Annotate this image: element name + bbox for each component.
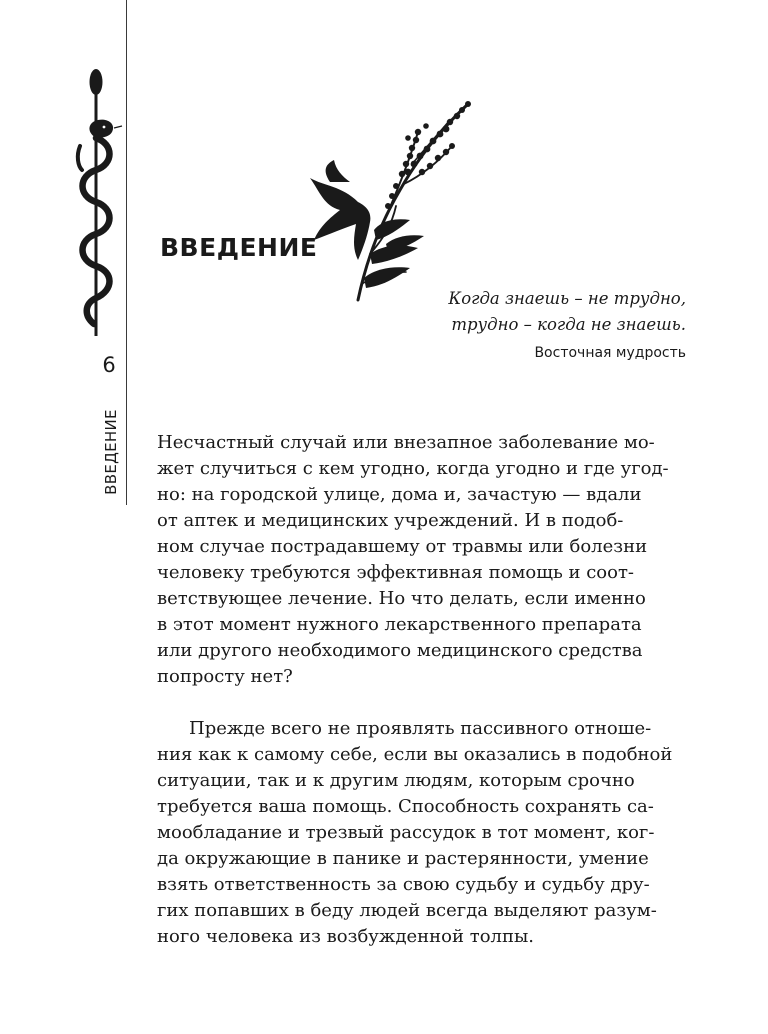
rod-of-asclepius-icon: [74, 66, 124, 342]
epigraph-line-1: Когда знаешь – не трудно,: [448, 289, 686, 308]
running-head: ВВЕДЕНИЕ: [102, 409, 120, 495]
epigraph-line-2: трудно – когда не знаешь.: [451, 315, 686, 334]
body-text: [157, 404, 685, 976]
epigraph-source: Восточная мудрость: [534, 345, 686, 361]
body-paragraph-1: Несчастный случай или внезапное заболевание мо- жет случиться с кем угодно, когда угодно и где угод- но: на городской улице, дома и, зачастую — вдали от аптек и медицинских учреждений. И в подоб- ном случае пострадавшему от травмы или болезни человеку требуются эффективная помощь и соот- ветствующее лечение. Но что делать, если именно в этот момент нужного лекарственного препарата или другого необходимого медицинского средства попросту нет?: [157, 432, 669, 687]
body-paragraph-2: Прежде всего не проявлять пассивного отноше- ния как к самому себе, если вы оказались в подобной ситуации, так и к другим людям, которым срочно требуется ваша помощь. Способность сохранять са- мообладание и трезвый рассудок в тот момент, ког- да окружающие в панике и растерянности, умение взять ответственность за свою судьбу и судьбу дру- гих попавших в беду людей всегда выделяют разум- ного человека из возбужденной толпы.: [157, 718, 673, 947]
page-number: 6: [102, 353, 116, 377]
chapter-title: ВВЕДЕНИЕ: [160, 233, 318, 262]
margin-rule: [126, 0, 127, 505]
wormwood-plant-illustration: [300, 94, 480, 306]
epigraph: [420, 286, 686, 364]
